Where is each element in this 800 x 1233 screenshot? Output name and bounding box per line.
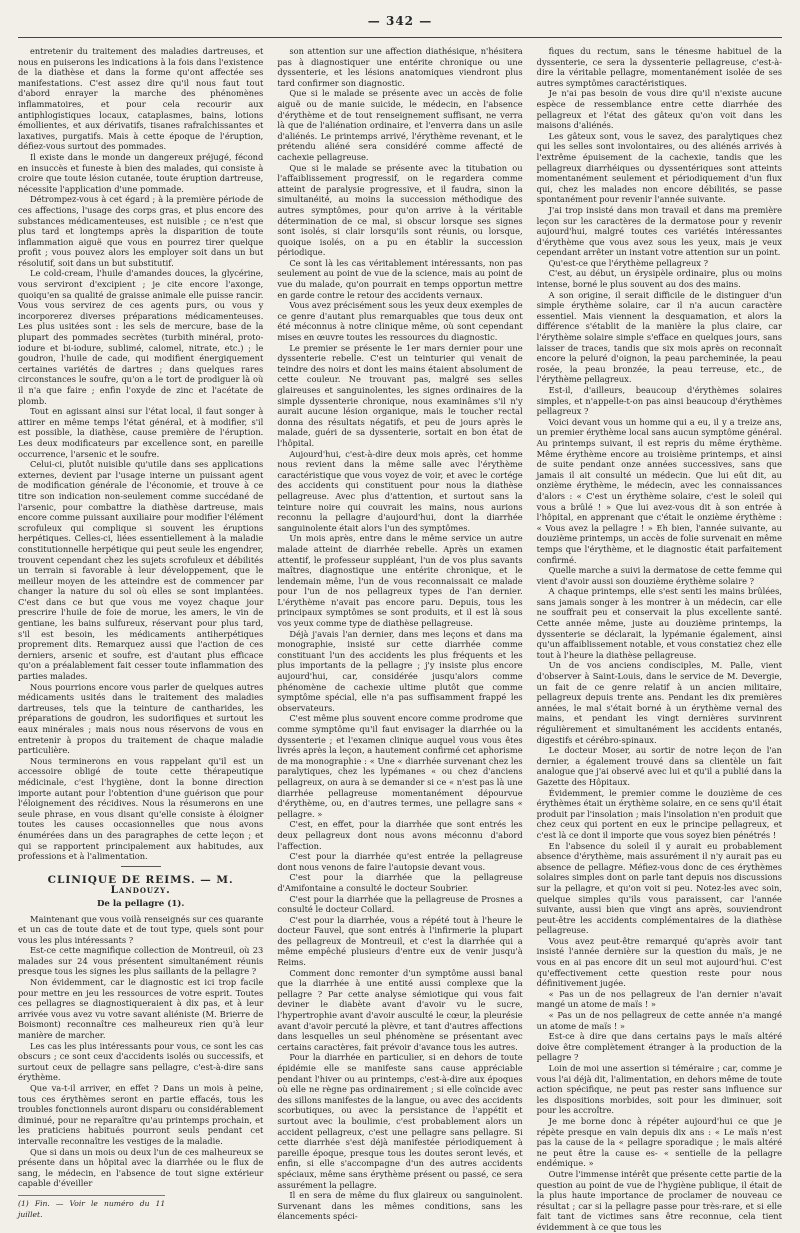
paragraph: Outre l'immense intérêt que présente cette partie de la question au point de vue de l'hygiène publique, il était de la plus haute importance de proclamer de nouveau ce résultat ; car si la pellagre passe pour très-rare, et si elle fait tant de victimes sans être reconnue, cela tient évidemment à ce que tous les <box>536 1168 782 1232</box>
paragraph: Comment donc remonter d'un symptôme aussi banal que la diarrhée à une entité aussi complexe que la pellagre ? Par cette analyse sémiotique qui vous fait deviner le diabète avant d'avoir vu le sucre, l'hypertrophie avant d'avoir ausculté le cœur, la pleurésie avant d'avoir percuté la plèvre, et tant d'autres affections dans lesquelles un seul phénomène se présentant avec certains caractères, fait prévoir d'avance tous les autres. <box>277 967 523 1052</box>
paragraph: Ce sont là les cas véritablement intéressants, non pas seulement au point de vue de la science, mais au point de vue du malade, qu'on pourrait en temps opportun mettre en garde contre le retour des accidents vernaux. <box>277 257 523 300</box>
paragraph: Il en sera de même du flux glaireux ou sanguinolent. Survenant dans les mêmes conditions, sans les élancements spéci- <box>277 1190 523 1222</box>
paragraph: Est-il, d'ailleurs, beaucoup d'érythèmes solaires simples, et n'appelle-t-on pas ainsi beaucoup d'érythèmes pellagreux ? <box>536 385 782 417</box>
paragraph: Voici devant vous un homme qui a eu, il y a treize ans, un premier érythème local sans aucun symptôme général. Au printemps suivant, il est repris du même érythème. Même érythème encore au troisième printemps, et ainsi de suite pendant onze années successives, sans que jamais il ait consulté un médecin. Que lui eût dit, au onzième érythème, le médecin, avec les connaissances d'alors : « C'est un érythème solaire, c'est le soleil qui vous a brûlé ! » Que lui avez-vous dit à son entrée à l'hôpital, en apprenant que c'était le onzième érythème : « Vous avez la pellagre ! » Eh bien, l'année suivante, au douzième printemps, un accès de folie survenait en même temps que l'érythème, et le diagnostic était parfaitement confirmé. <box>536 416 782 565</box>
paragraph: Non évidemment, car le diagnostic est ici trop facile pour mettre en jeu les ressources de votre esprit. Toutes ces pellagres se diagnostiqueraient à dix pas, et à leur arrivée vous avez vu votre savant aliéniste (M. Brierre de Boismont) reconnaître ces malheureux rien qu'à leur manière de marcher. <box>18 977 264 1041</box>
paragraph: Vous avez peut-être remarqué qu'après avoir tant insisté l'année dernière sur la question du maïs, je ne vous en ai pas encore dit un seul mot aujourd'hui. C'est qu'effectivement cette question reste pour nous définitivement jugée. <box>536 935 782 989</box>
paragraph: Que si dans un mois ou deux l'un de ces malheureux se présente dans un hôpital avec la diarrhée ou le flux de sang, le médecin, en l'absence de tout signe extérieur capable d'éveiller <box>18 1146 264 1189</box>
paragraph: Est-ce à dire que dans certains pays le maïs altéré doive être complètement étranger à la production de la pellagre ? <box>536 1031 782 1063</box>
section-subtitle: De la pellagre (1). <box>96 898 185 909</box>
paragraph: Le cold-cream, l'huile d'amandes douces, la glycérine, vous serviront d'excipient ; je cite encore l'axonge, quoiqu'en sa qualité de graisse animale elle puisse rancir. Vous vous servirez de ces agents purs, ou vous y incorporerez diverses préparations médicamenteuses. Les plus usitées sont : les sels de mercure, base de la plupart des pommades secrètes (turbith minéral, proto-iodure et bi-iodure, sublimé, calomel, nitrate, etc.) ; le goudron, l'huile de cade, qui modifient énergiquement certaines variétés de dartres ; dans quelques rares circonstances le soufre, qu'on a le tort de prodiguer là où il n'a que faire ; enfin l'oxyde de zinc et l'acétate de plomb. <box>18 268 264 406</box>
paragraph: C'est pour la diarrhée que la pellagreuse d'Amifontaine a consulté le docteur Soubrier. <box>277 872 523 893</box>
column-2 <box>277 46 523 1222</box>
paragraph: Celui-ci, plutôt nuisible qu'utile dans ses applications externes, devient par l'usage interne un puissant agent de modification générale de l'économie, et trouve à ce titre son indication non-seulement comme succédané de l'arsenic, pour combattre la diathèse dartreuse, mais encore comme puissant auxiliaire pour modifier l'élément scrofuleux qui complique si souvent les éruptions herpétiques. Celles-ci, liées essentiellement à la maladie constitutionnelle herpétique qui peut seule les engendrer, trouvent cependant chez les sujets scrofuleux et débilités un terrain si favorable à leur développement, que le meilleur moyen de les atteindre est de commencer par changer la nature du sol où elles se sont implantées. C'est dans ce but que vous me voyez chaque jour prescrire l'huile de foie de morue, les amers, le vin de gentiane, les bains sulfureux, réservant pour plus tard, s'il est besoin, les médicaments antiherpétiques proprement dits. Remarquez aussi que l'action de ces derniers, arsenic et soufre, est d'autant plus efficace qu'on a préalablement fait cesser toute inflammation des parties malades. <box>18 459 264 682</box>
text-columns <box>18 46 782 1232</box>
column-3 <box>536 46 782 1232</box>
paragraph: Qu'est-ce que l'érythème pellagreux ? <box>548 257 709 268</box>
header-rule <box>18 37 782 38</box>
paragraph: A son origine, il serait difficile de le distinguer d'un simple érythème solaire, car il n'a aucun caractère essentiel. Mais viennent la desquamation, et alors la différence s'établit de la manière la plus claire, car l'érythème solaire simple s'efface en quelques jours, sans laisser de traces, tandis que six mois après on reconnaît encore la peluré d'oignon, la peau parcheminée, la peau rosée, la peau bronzée, la peau terreuse, etc., de l'érythème pellagreux. <box>536 289 782 385</box>
paragraph: C'est pour la diarrhée que la pellagreuse de Prosnes a consulté le docteur Collard. <box>277 893 523 915</box>
paragraph: Détrompez-vous à cet égard ; à la première période de ces affections, l'usage des corps gras, et plus encore des substances médicamenteuses, est nuisible ; ce n'est que plus tard et longtemps après la disparition de toute inflammation aiguë que vous en pourrez tirer quelque profit ; vous pouvez alors les employer soit dans un but résolutif, soit dans un but substitutif. <box>18 194 264 268</box>
paragraph: Aujourd'hui, c'est-à-dire deux mois après, cet homme nous revient dans la même salle avec l'érythème caractéristique que vous voyez de voir, et avec le cortége des accidents qui constituent pour nous la diathèse pellagreuse. Avec plus d'attention, et surtout sans la teinture noire qui couvrait les mains, nous aurions reconnu la pellagre d'aujourd'hui, dont la diarrhée sanguinolente était alors l'un des symptômes. <box>277 448 523 533</box>
paragraph: « Pas un de nos pellagreux de cette année n'a mangé un atome de maïs ! » <box>536 1010 782 1031</box>
paragraph: Que si le malade se présente avec un accès de folie aiguë ou de manie suicide, le médecin, en l'absence d'érythème et de tout renseignement suffisant, ne verra là que de l'aliénation ordinaire, et l'enverra dans un asile d'aliénés. Le printemps arrivé, l'érythème revenant, et le prétendu aliéné sera considéré comme affecté de cachexie pellagreuse. <box>277 88 523 162</box>
paragraph: C'est, en effet, pour la diarrhée que sont entrés les deux pellagreux dont nous avons méconnu d'abord l'affection. <box>277 819 523 851</box>
paragraph: Il existe dans le monde un dangereux préjugé, fécond en insuccès et funeste à bien des malades, qui consiste à croire que toute lésion cutanée, toute éruption dartreuse, nécessite l'application d'une pommade. <box>18 151 264 194</box>
paragraph: Le premier se présente le 1er mars dernier pour une dyssenterie rebelle. C'est un teinturier qui venait de teindre des noirs et dont les mains étaient absolument de cette couleur. Ne trouvant pas, malgré ses selles glaireuses et sanguinolentes, les signes ordinaires de la simple dyssenterie chronique, nous examinâmes s'il n'y aurait aucune lésion organique, mais le toucher rectal donna des résultats négatifs, et peu de jours après le malade, guéri de sa dyssenterie, sortait en bon état de l'hôpital. <box>277 342 523 448</box>
section-divider <box>121 866 161 867</box>
paragraph: Évidemment, le premier comme le douzième de ces érythèmes était un érythème solaire, en ce sens qu'il était produit par l'insolation ; mais l'insolation n'en produit que chez ceux qui portent en eux le principe pellagreux, et c'est là ce dont il importe que vous soyez bien pénétrés ! <box>536 787 782 840</box>
paragraph: Loin de moi une assertion si téméraire ; car, comme je vous l'ai déjà dit, l'alimentation, en dehors même de toute action spécifique, ne peut pas rester sans influence sur les dispositions morbides, soit pour les diminuer, soit pour les accroître. <box>536 1063 782 1116</box>
paragraph: Maintenant que vous voilà renseignés sur ces quarante et un cas de toute date et de tout type, quels sont pour vous les plus intéressants ? <box>18 913 264 945</box>
section-title-text: CLINIQUE DE REIMS. — M. <box>47 873 234 886</box>
paragraph: Je n'ai pas besoin de vous dire qu'il n'existe aucune espèce de ressemblance entre cette diarrhée des pellagreux et l'état des gâteux qu'on voit dans les maisons d'aliénés. <box>536 88 782 131</box>
paragraph: Un mois après, entre dans le même service un autre malade atteint de diarrhée rebelle. Après un examen attentif, le professeur suppléant, l'un de vos plus savants maîtres, diagnostique une entérite chronique, et le lendemain même, l'un de vous reconnaissait ce malade pour l'un de nos pellagreux types de l'an dernier. L'érythème n'avait pas encore paru. Depuis, tous les principaux symptômes se sont produits, et il est là sous vos yeux comme type de diathèse pellagreuse. <box>277 533 523 629</box>
column-1 <box>18 46 264 1219</box>
paragraph: Tout en agissant ainsi sur l'état local, il faut songer à attirer en même temps l'état général, et à modifier, s'il est possible, la diathèse, cause première de l'éruption. Les deux modificateurs par excellence sont, en pareille occurrence, l'arsenic et le soufre. <box>18 406 264 459</box>
paragraph: Que va-t-il arriver, en effet ? Dans un mois à peine, tous ces érythèmes seront en partie effacés, tous les troubles fonctionnels auront disparu ou considérablement diminué, pour ne reparaître qu'au printemps prochain, et les praticiens habitués pourront seuls pendant cet intervalle reconnaître les vestiges de la maladie. <box>18 1083 264 1146</box>
paragraph: entretenir du traitement des maladies dartreuses, et nous en puiserons les indications à la fois dans l'existence de la diathèse et dans la forme qu'ont affectée ses manifestations. C'est assez dire qu'il nous faut tout d'abord enrayer la marche des phénomènes inflammatoires, et pour cela recourir aux antiphlogistiques locaux, cataplasmes, bains, lotions émollientes, et aux dérivatifs, tisanes rafraîchissantes et laxatives, purgatifs. Mais à cette époque de l'éruption, défiez-vous surtout des pommades. <box>18 46 264 152</box>
paragraph: C'est même plus souvent encore comme prodrome que comme symptôme qu'il faut envisager la diarrhée ou la dyssenterie ; et l'examen clinique auquel vous vous êtes livrés après la leçon, a hautement confirmé cet aphorisme de ma monographie : « Une « diarrhée survenant chez les paralytiques, chez les lypémanes « ou chez d'anciens pellagreux, on aura à se demander si ce « n'est pas là une diarrhée pellagreuse momentanément dépourvue d'érythème, ou, en d'autres termes, une pellagre sans « pellagre. » <box>277 713 523 819</box>
footnote: (1) Fin. — Voir le numéro du 11 juillet. <box>18 1195 165 1220</box>
paragraph: Quelle marche a suivi la dermatose de cette femme qui vient d'avoir aussi son douzième érythème solaire ? <box>536 565 782 586</box>
paragraph: Le docteur Moser, au sortir de notre leçon de l'an dernier, a également trouvé dans sa clientèle un fait analogue que j'ai observé avec lui et qu'il a publié dans la Gazette des Hôpitaux. <box>536 745 782 787</box>
page-number: — 342 — <box>367 14 433 28</box>
paragraph: J'ai trop insisté dans mon travail et dans ma première leçon sur les caractères de la dermatose pour y revenir aujourd'hui, malgré toutes ces variétés intéressantes d'érythème que vous avez sous les yeux, mais je veux cependant arrêter un instant votre attention sur un point. <box>536 204 782 258</box>
paragraph: C'est pour la diarrhée qu'est entrée la pellagreuse dont nous venons de faire l'autopsie devant vous. <box>277 851 523 872</box>
section-title <box>18 875 263 896</box>
paragraph: Pour la diarrhée en particulier, si en dehors de toute épidémie elle se manifeste sans cause appréciable pendant l'hiver ou au printemps, c'est-à-dire aux époques où elle ne règne pas ordinairement ; si elle coïncide avec des sillons manifestes de la langue, ou avec des accidents scorbutiques, ou avec la persistance de l'appétit et surtout avec la boulimie, c'est probablement alors un accident pellagreux, c'est une pellagre sans pellagre. Si cette diarrhée s'est déjà manifestée périodiquement à pareille époque, presque tous les doutes seront levés, et enfin, si elle s'accompagne d'un des autres accidents spéciaux, même sans érythème présent ou passé, ce sera assurément la pellagre. <box>277 1052 523 1190</box>
paragraph: son attention sur une affection diathésique, n'hésitera pas à diagnostiquer une entérite chronique ou une dyssenterie, et les lésions anatomiques viendront plus tard confirmer son diagnostic. <box>277 46 523 88</box>
paragraph: Nous pourrions encore vous parler de quelques autres médicaments usités dans le traitement des maladies dartreuses, tels que la teinture de cantharides, les préparations de goudron, les sudorifiques et surtout les eaux minérales ; mais nous nous réservons de vous en entretenir à propos du traitement de chaque maladie particulière. <box>18 681 264 756</box>
paragraph: « Pas un de nos pellagreux de l'an dernier n'avait mangé un atome de maïs ! » <box>536 988 782 1010</box>
paragraph: fiques du rectum, sans le ténesme habituel de la dyssenterie, ce sera la dyssenterie pellagreuse, c'est-à-dire la véritable pellagre, momentanément isolée de ses autres symptômes caractéristiques. <box>536 46 782 88</box>
paragraph: Je me borne donc à répéter aujourd'hui ce que je répète presque en vain depuis dix ans : « Le maïs n'est pas la cause de la « pellagre sporadique ; le maïs altéré ne peut être la cause es- « sentielle de la pellagre endémique. » <box>536 1115 782 1169</box>
paragraph: Nous terminerons en vous rappelant qu'il est un accessoire obligé de toute cette thérapeutique médicinale, c'est l'hygiène, dont la bonne direction importe autant pour l'obtention d'une guérison que pour l'éloignement des récidives. Nous la résumerons en une seule phrase, en vous disant qu'elle consiste à éloigner toutes les causes occasionnelles que nous avons énumérées dans un des paragraphes de cette leçon ; et qui se rapportent principalement aux habitudes, aux professions et à l'alimentation. <box>18 755 264 862</box>
paragraph: Les gâteux sont, vous le savez, des paralytiques chez qui les selles sont involontaires, ou des aliénés arrivés à l'extrême épuisement de la cachexie, tandis que les pellagreux diarrhéiques ou dyssentériques sont atteints momentanément seulement et périodiquement d'un flux qui, chez les malades non encore débilités, se passe spontanément pour revenir l'année suivante. <box>536 130 782 205</box>
paragraph: C'est, au début, un érysipèle ordinaire, plus ou moins intense, borné le plus souvent au dos des mains. <box>536 268 782 290</box>
section-author: Landouzy. <box>110 884 171 897</box>
paragraph: Est-ce cette magnifique collection de Montreuil, où 23 malades sur 24 vous présentent simultanément réunis presque tous les signes les plus saillants de la pellagre ? <box>18 945 264 977</box>
paragraph: A chaque printemps, elle s'est senti les mains brûlées, sans jamais songer à les montrer à un médecin, car elle ne souffrait peu et conservait la plus excellente santé. Cette année même, juste au douzième printemps, la dyssenterie se déclarait, la lypémanie également, ainsi qu'un affaiblissement notable, et vous constatiez chez elle tout à l'heure la diathèse pellagreuse. <box>536 586 782 660</box>
paragraph: Les cas les plus intéressants pour vous, ce sont les cas obscurs ; ce sont ceux d'accidents isolés ou successifs, et surtout ceux de pellagre sans pellagre, c'est-à-dire sans érythème. <box>18 1040 264 1083</box>
paragraph: Un de vos anciens condisciples, M. Palle, vient d'observer à Saint-Louis, dans le service de M. Devergie, un fait de ce genre relatif à un ancien militaire, pellagreux depuis trente ans. Pendant les dix premières années, le mal s'était borné à un érythème vernal des mains, et pendant les vingt dernières survinrent régulièrement et simultanément les accidents entanés, digestifs et cérébro-spinaux. <box>536 660 782 745</box>
paragraph: Vous avez précisément sous les yeux deux exemples de ce genre d'autant plus remarquables que tous deux ont été méconnus à notre clinique même, où sont cependant mises en œuvre toutes les ressources du diagnostic. <box>277 300 523 343</box>
paragraph: En l'absence du soleil il y aurait eu probablement absence d'érythème, mais assurément il n'y aurait pas eu absence de pellagre. Méfiez-vous donc de ces érythèmes solaires simples dont on parle tant depuis nos discussions sur la pellagre, et qu'on voit si peu. Notez-les avec soin, quelque simples qu'ils vous paraissent, car l'année suivante, aussi bien que vingt ans après, souviendront peut-être les accidents complémentaires de la diathèse pellagreuse. <box>536 840 782 936</box>
paragraph: Déjà j'avais l'an dernier, dans mes leçons et dans ma monographie, insisté sur cette diarrhée comme constituant l'un des accidents les plus fréquents et les plus importants de la pellagre ; j'y insiste plus encore aujourd'hui, car, considérée jusqu'alors comme phénomène de cachexie ultime plutôt que comme symptôme spécial, elle n'a pas suffisamment frappé les observateurs. <box>277 628 523 713</box>
paragraph: Que si le malade se présente avec la titubation ou l'affaiblissement progressif, on le regardera comme atteint de paralysie progressive, et il faudra, sinon la simultanéité, au moins la succession méthodique des autres symptômes, pour qu'on arrive à la véritable détermination de ce mal, si obscur lorsque ses signes sont isolés, si clair lorsqu'ils sont réunis, ou lorsque, quoique isolés, on a pu en établir la succession périodique. <box>277 162 523 258</box>
page-header <box>18 14 782 36</box>
paragraph: C'est pour la diarrhée, vous a répété tout à l'heure le docteur Fauvel, que sont entrés à l'infirmerie la plupart des pellagreux de Montreuil, et c'est la diarrhée qui a même empêché plusieurs d'entre eux de venir jusqu'à Reims. <box>277 914 523 968</box>
